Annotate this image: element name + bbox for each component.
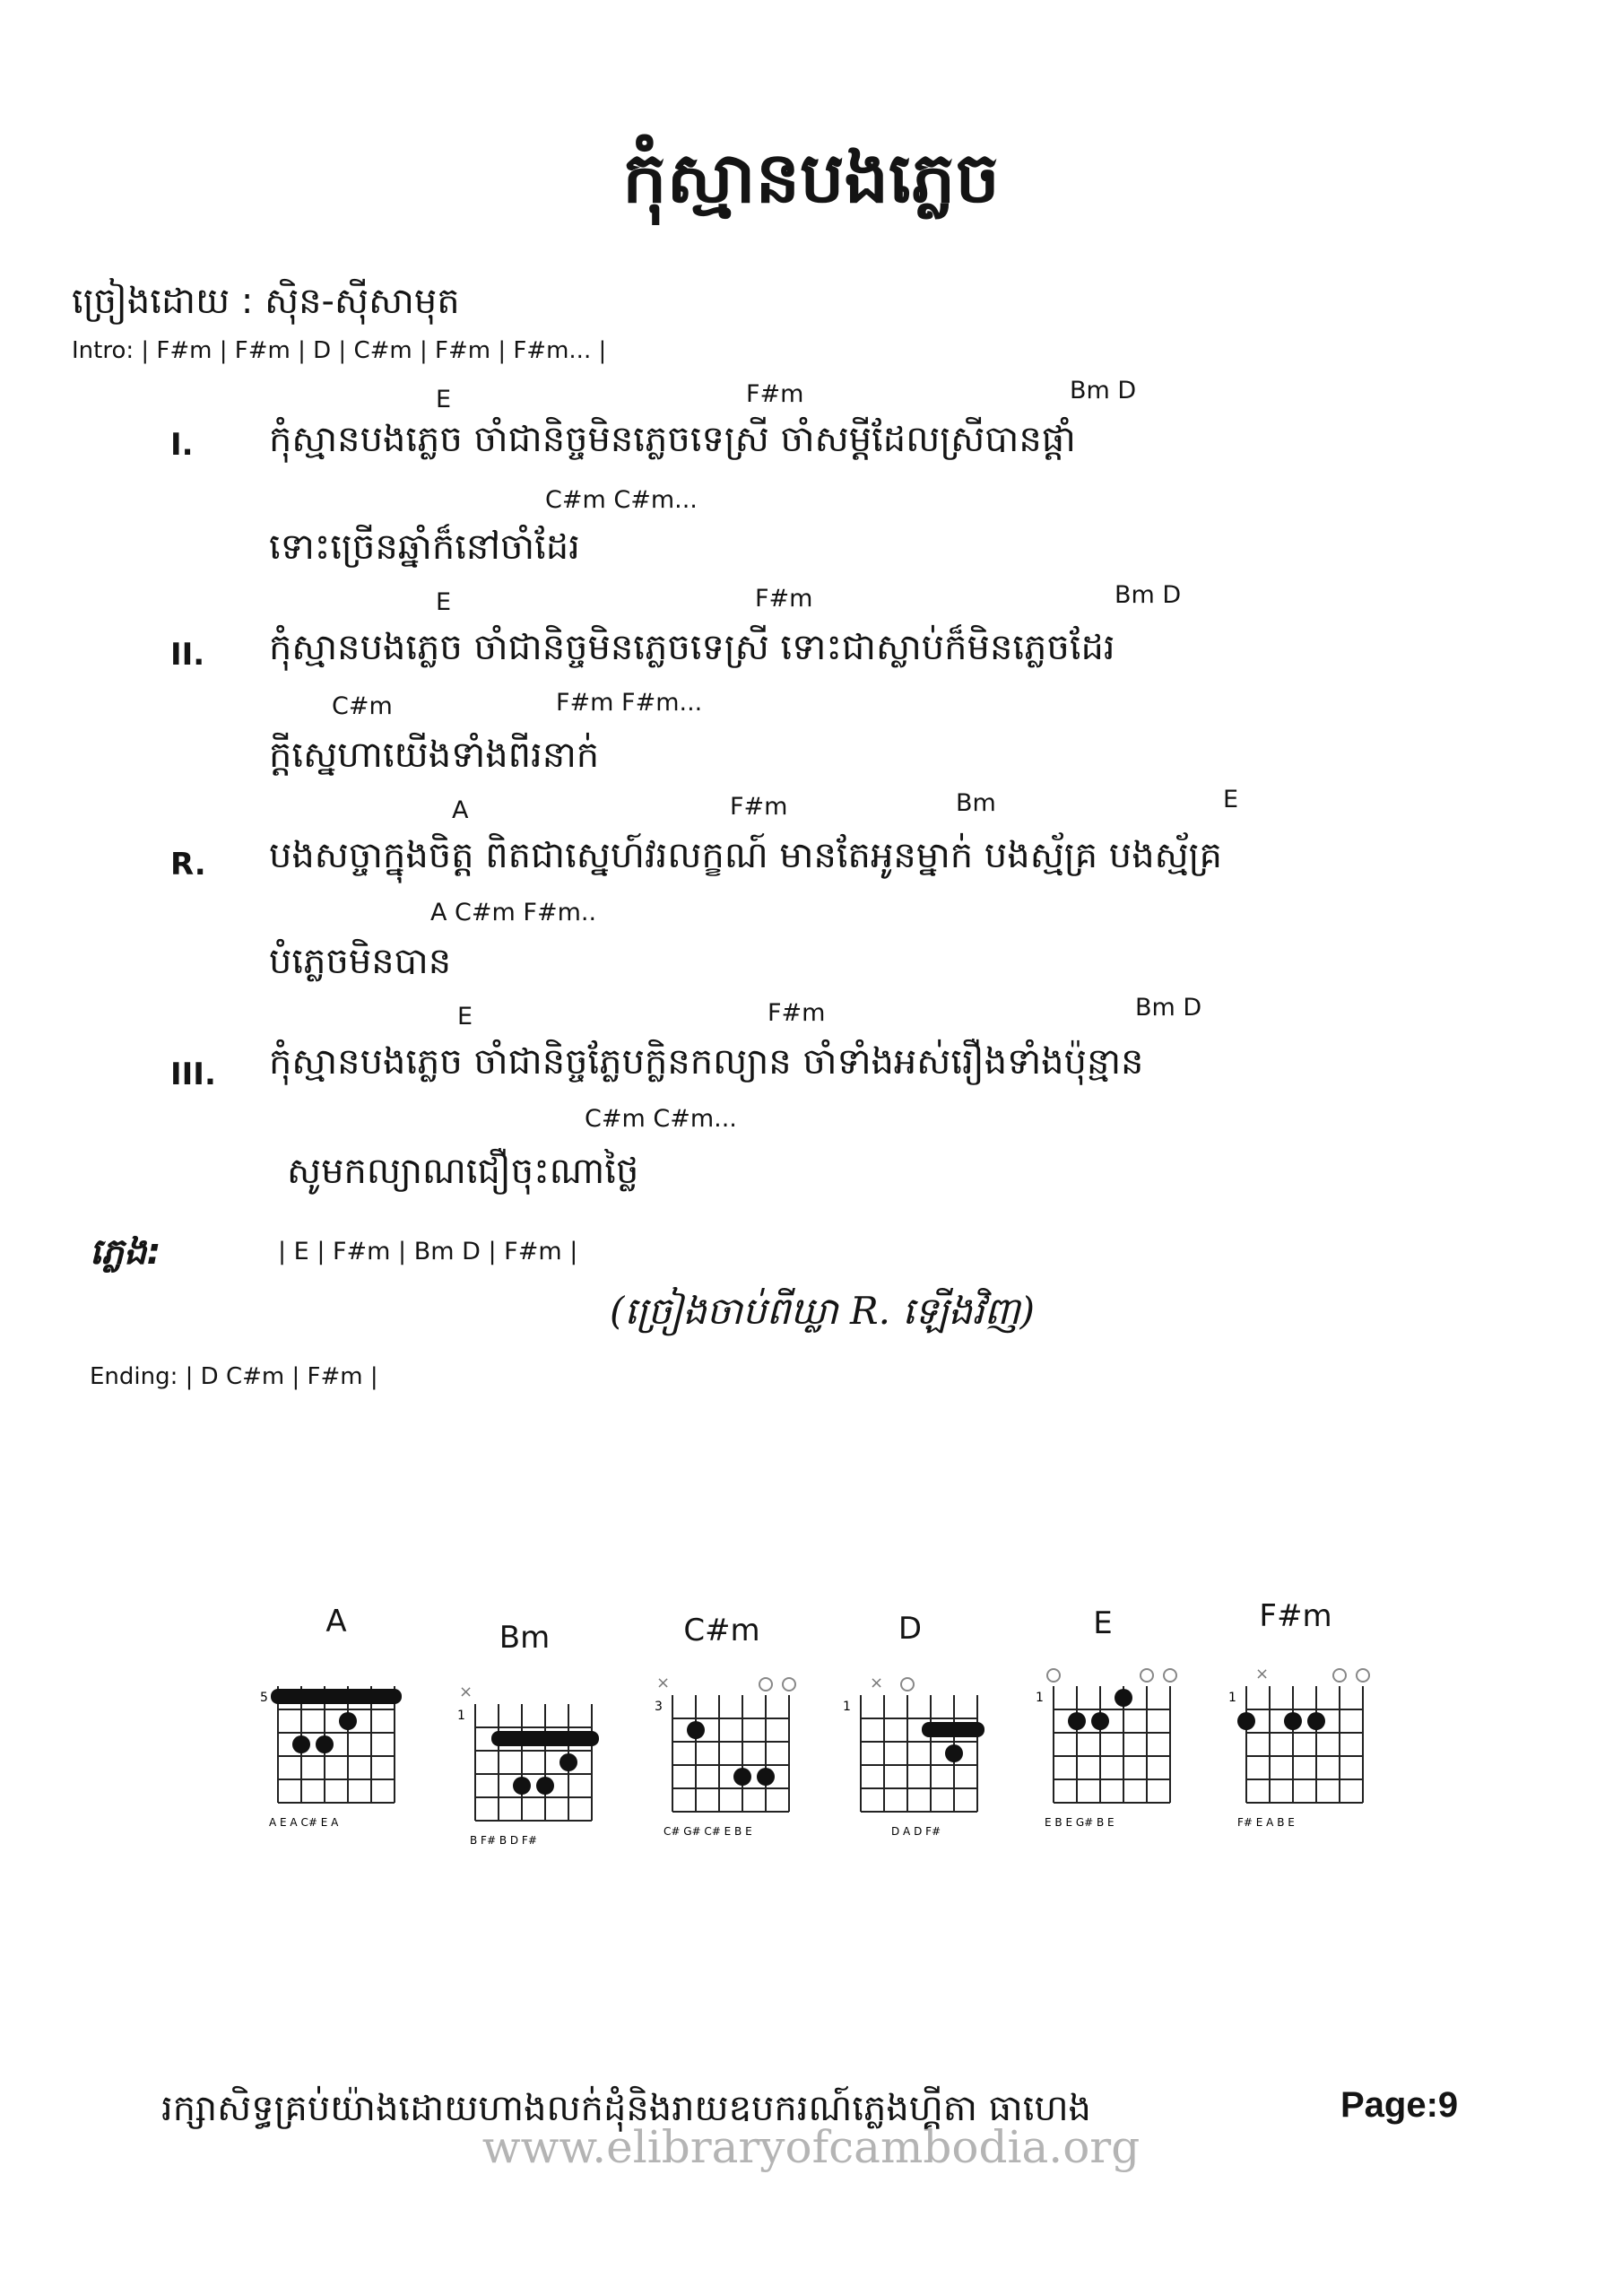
mute-x-icon: × <box>656 1674 671 1692</box>
instrumental-label: ភ្លេង: <box>90 1231 161 1273</box>
chord-label: F#m <box>730 793 788 821</box>
chord-diagram-fsharpm <box>1219 1665 1399 1839</box>
fret-number: 3 <box>655 1700 663 1714</box>
chord-diagram-title: E <box>1093 1605 1113 1641</box>
lyric-line: កុំស្មានបងភ្លេច ចាំជានិច្ចមិនភ្លេចទេស្រី ចាំសម្តីដែលស្រីបានផ្តាំ <box>269 419 1076 460</box>
chord-diagram-title: F#m <box>1259 1598 1332 1634</box>
chord-label: A C#m F#m.. <box>430 899 597 926</box>
chord-label: E <box>436 588 452 616</box>
open-string-icon <box>1357 1669 1369 1682</box>
open-string-icon <box>901 1678 914 1691</box>
chord-label: A <box>452 796 469 824</box>
lyric-line: សូមកល្យាណជឿចុះណាថ្លៃ <box>287 1151 639 1192</box>
chord-label: E <box>457 1003 473 1031</box>
chord-label: C#m C#m... <box>585 1105 737 1133</box>
open-string-icon <box>783 1678 795 1691</box>
chord-diagram-d <box>834 1674 1013 1848</box>
chord-label: F#m F#m... <box>556 689 703 717</box>
chord-label: C#m <box>332 692 393 720</box>
song-title: កុំស្មានបងភ្លេច <box>622 137 1000 219</box>
string-notes: C# G# C# E B E <box>664 1825 752 1838</box>
open-string-icon <box>1164 1669 1176 1682</box>
lyric-line: បំភ្លេចមិនបាន <box>269 941 452 982</box>
mute-x-icon: × <box>459 1683 473 1701</box>
open-string-icon <box>1333 1669 1346 1682</box>
chord-label: Bm D <box>1070 377 1137 404</box>
chord-diagram-csharpm <box>646 1674 825 1848</box>
copyright-footer: រក្សាសិទ្ធគ្រប់យ៉ាងដោយហាងលក់ដុំនិងរាយឧបករណ៍ភ្លេងហ្គីតា ធាហេង <box>161 2088 1091 2129</box>
chord-diagram-e <box>1027 1668 1206 1839</box>
open-string-icon <box>1141 1669 1153 1682</box>
lyric-line: ក្តីស្នេហាយើងទាំងពីរនាក់ <box>269 735 600 776</box>
lyric-line: កុំស្មានបងភ្លេច ចាំជានិច្ចភ្លែបក្លិនកល្យាន ចាំទាំងអស់រឿងទាំងប៉ុន្មាន <box>269 1041 1144 1083</box>
page-number: Page:9 <box>1340 2085 1459 2125</box>
intro-progression: Intro: | F#m | F#m | D | C#m | F#m | F#m... | <box>72 337 607 364</box>
fret-number: 1 <box>1036 1691 1044 1705</box>
verse-marker: R. <box>170 847 206 883</box>
chord-label: F#m <box>746 380 804 408</box>
repeat-note: (ច្រៀងចាប់ពីឃ្លា R. ឡើងវិញ) <box>610 1289 1035 1333</box>
string-notes: D A D F# <box>891 1825 941 1838</box>
chord-diagram-title: Bm <box>499 1620 551 1656</box>
watermark: www.elibraryofcambodia.org <box>481 2121 1141 2173</box>
chord-diagram-title: D <box>898 1611 923 1647</box>
string-notes: F# E A B E <box>1237 1816 1295 1829</box>
mute-x-icon: × <box>870 1674 884 1692</box>
verse-marker: III. <box>170 1057 216 1092</box>
chord-label: F#m <box>768 999 826 1027</box>
instrumental-progression: | E | F#m | Bm D | F#m | <box>278 1238 578 1265</box>
ending-progression: Ending: | D C#m | F#m | <box>90 1363 378 1390</box>
fret-number: 5 <box>260 1691 268 1705</box>
fret-number: 1 <box>1228 1691 1236 1705</box>
mute-x-icon: × <box>1255 1665 1270 1683</box>
chord-diagram-bm <box>448 1683 628 1857</box>
string-notes: B F# B D F# <box>470 1834 537 1847</box>
chord-label: Bm D <box>1115 581 1182 609</box>
string-notes: E B E G# B E <box>1045 1816 1115 1829</box>
chord-label: Bm <box>956 789 996 817</box>
chord-label: F#m <box>755 585 813 613</box>
chord-label: E <box>1223 786 1239 813</box>
chord-diagram-title: C#m <box>683 1613 760 1648</box>
lyric-line: កុំស្មានបងភ្លេច ចាំជានិច្ចមិនភ្លេចទេស្រី ទោះជាស្លាប់ក៏មិនភ្លេចដែរ <box>269 627 1115 668</box>
chord-label: Bm D <box>1135 994 1202 1022</box>
chord-diagram-title: A <box>325 1604 347 1639</box>
lyric-line: បងសច្ចាក្នុងចិត្ត ពិតជាស្នេហ៍វរលក្ខណ៍ មានតែអូនម្នាក់ បងស្ម័គ្រ បងស្ម័គ្រ <box>269 835 1222 876</box>
verse-marker: II. <box>170 637 205 673</box>
singer-line: ច្រៀងដោយ : ស៊ិន-ស៊ីសាមុត <box>72 281 460 322</box>
fret-number: 1 <box>457 1709 465 1723</box>
chord-label: C#m C#m... <box>545 486 698 514</box>
open-string-icon <box>759 1678 772 1691</box>
chord-label: E <box>436 386 452 413</box>
verse-marker: I. <box>170 427 194 463</box>
string-notes: A E A C# E A <box>269 1816 339 1829</box>
open-string-icon <box>1047 1669 1060 1682</box>
fret-number: 1 <box>843 1700 851 1714</box>
lyric-line: ទោះច្រើនឆ្នាំក៏នៅចាំដែរ <box>269 526 580 568</box>
chord-diagram-a <box>251 1668 430 1839</box>
